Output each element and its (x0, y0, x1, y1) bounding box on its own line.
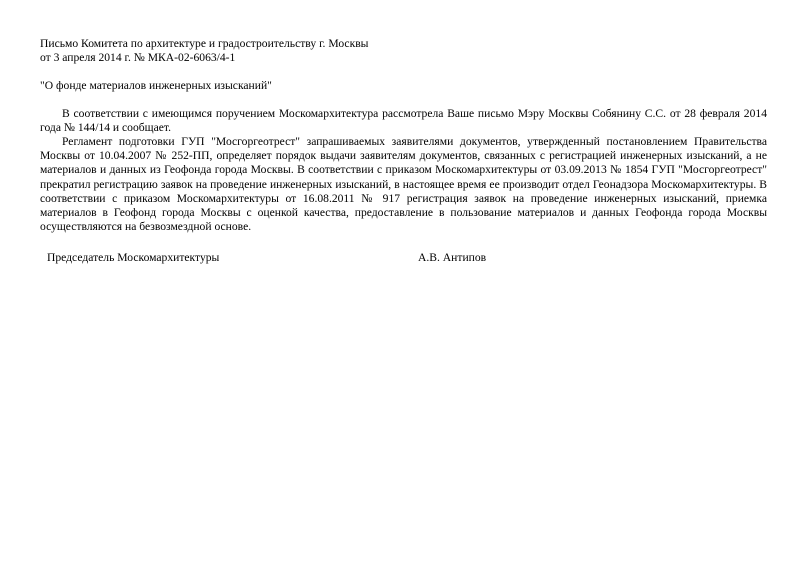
signature-block (40, 251, 767, 266)
body-paragraph-1: В соответствии с имеющимся поручением Москомархитектура рассмотрела Ваше письмо Мэру Москвы Собянину С.С. от 28 февраля 2014 года № 144/14 и сообщает. (40, 106, 767, 134)
signatory-position: Председатель Москомархитектуры (47, 251, 220, 265)
body-paragraph-2: Регламент подготовки ГУП "Мосгоргеотрест" запрашиваемых заявителями документов, утвержденный постановлением Правительства Москвы от 10.04.2007 № 252-ПП, определяет порядок выдачи заявителям документов, связанных с регистрацией инженерных изысканий, а не материалов и данных из Геофонда города Москвы. В соответствии с приказом Москомархитектуры от 03.09.2013 № 1854 ГУП "Мосгоргеотрест" прекратил регистрацию заявок на проведение инженерных изысканий, в настоящее время ее производит отдел Геонадзора Москомархитектуры. В соответствии с приказом Москомархитектуры от 16.08.2011 № 917 регистрация заявок на проведение инженерных изысканий, приемка материалов в Геофонд города Москвы с оценкой качества, предоставление в пользование материалов и данных Геофонда города Москвы осуществляются на безвозмездной основе. (40, 135, 767, 234)
signatory-name: А.В. Антипов (418, 251, 487, 265)
document-subject: "О фонде материалов инженерных изысканий" (40, 79, 272, 93)
document-body (40, 107, 767, 235)
document-title: Письмо Комитета по архитектуре и градостроительству г. Москвы (40, 37, 369, 50)
document-page (40, 37, 767, 266)
document-date-number: от 3 апреля 2014 г. № МКА-02-6063/4-1 (40, 51, 236, 65)
